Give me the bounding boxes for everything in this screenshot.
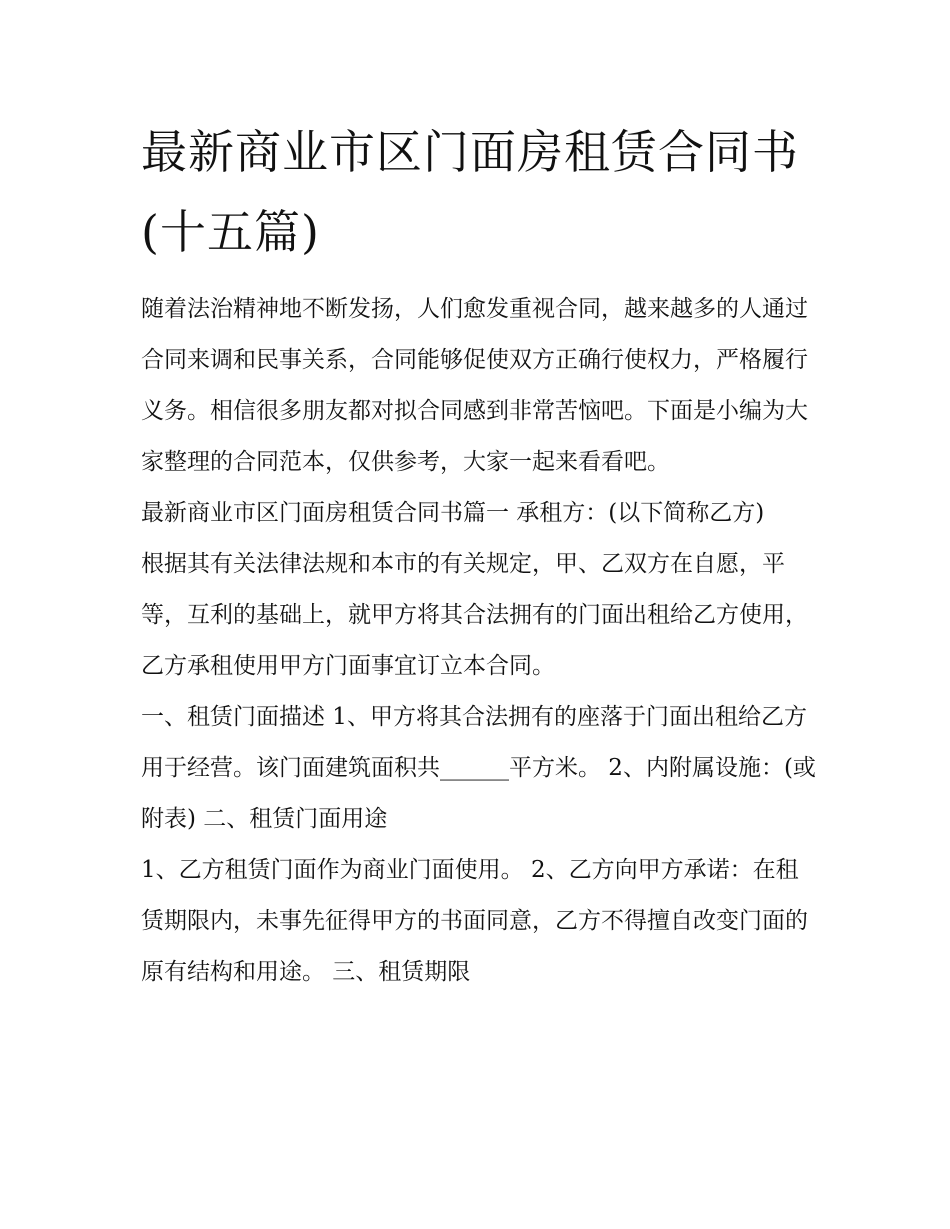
section-one-heading-paragraph: 最新商业市区门面房租赁合同书篇一 承租方：(以下简称乙方): [141, 500, 765, 526]
document-title: 最新商业市区门面房租赁合同书(十五篇): [141, 125, 799, 259]
document-body: [141, 112, 816, 998]
clause-one-paragraph: 一、租赁门面描述 1、甲方将其合法拥有的座落于门面出租给乙方用于经营。该门面建筑面积共______平方米。 2、内附属设施：(或附表) 二、租赁门面用途: [141, 704, 816, 832]
clause-two-paragraph: 1、乙方租赁门面作为商业门面使用。 2、乙方向甲方承诺：在租赁期限内，未事先征得甲方的书面同意，乙方不得擅自改变门面的原有结构和用途。 三、租赁期限: [141, 857, 808, 985]
intro-paragraph: 随着法治精神地不断发扬，人们愈发重视合同，越来越多的人通过合同来调和民事关系，合同能够促使双方正确行使权力，严格履行义务。相信很多朋友都对拟合同感到非常苦恼吧。下面是小编为大家整理的合同范本，仅供参考，大家一起来看看吧。: [141, 296, 808, 475]
preamble-paragraph: 根据其有关法律法规和本市的有关规定，甲、乙双方在自愿，平等，互利的基础上，就甲方将其合法拥有的门面出租给乙方使用，乙方承租使用甲方门面事宜订立本合同。: [141, 551, 808, 679]
